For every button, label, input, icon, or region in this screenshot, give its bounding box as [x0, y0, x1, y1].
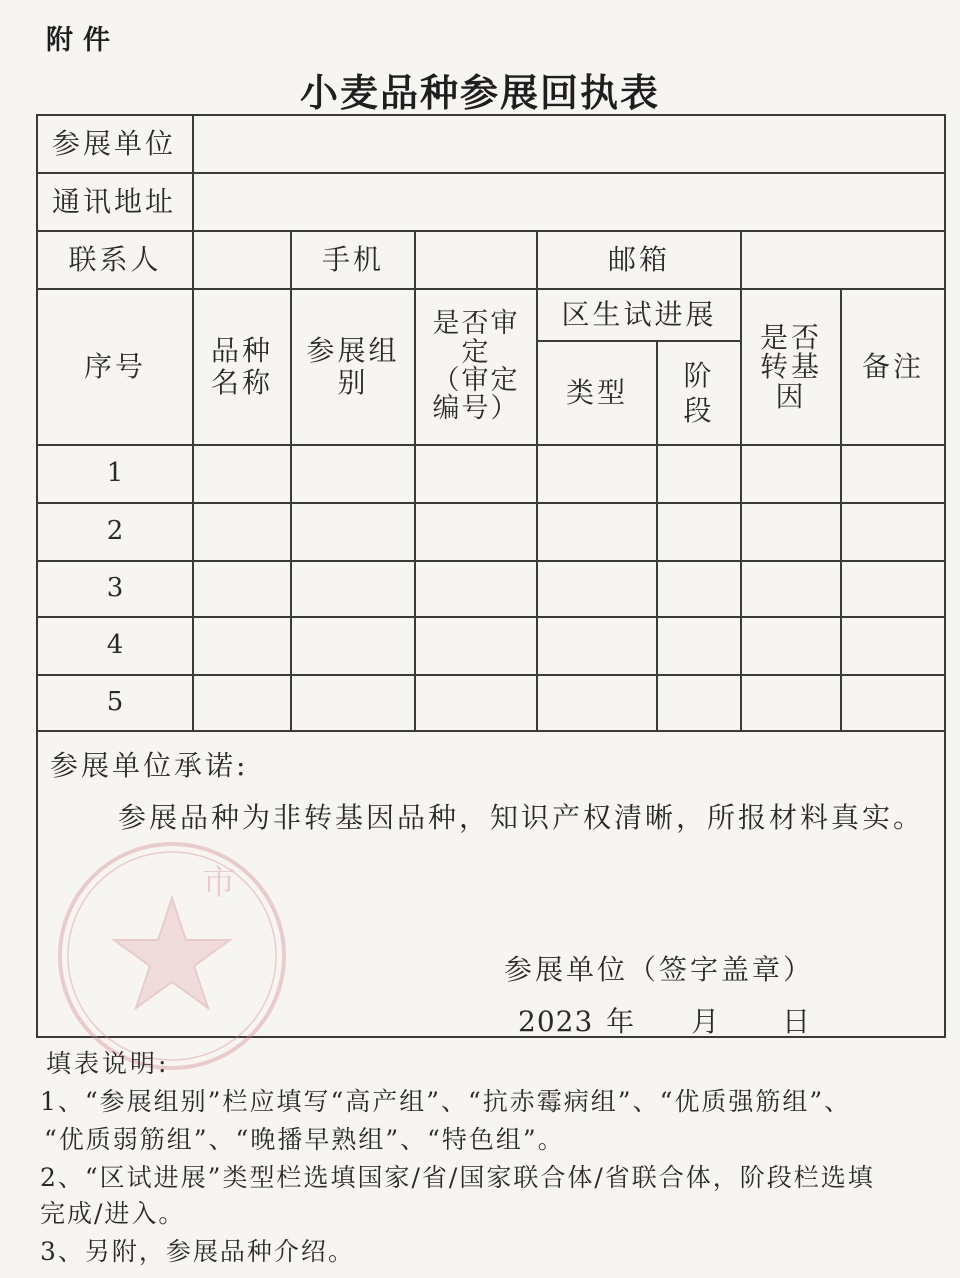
- note-line: “优质弱筋组”、“晚播早熟组”、“特色组”。: [44, 1125, 565, 1154]
- header-group: 参展组 别: [306, 333, 400, 399]
- row-seq: 5: [106, 687, 124, 718]
- row-seq: 4: [106, 630, 124, 661]
- date-month-unit: 月: [691, 1005, 720, 1038]
- header-trial-type: 类型: [565, 375, 628, 409]
- row-seq: 1: [106, 458, 124, 489]
- header-approved: 是否审 定 （审定 编号）: [432, 308, 520, 425]
- grid-line: [38, 730, 944, 732]
- note-line: 2、“区试进展”类型栏选填国家/省/国家联合体/省联合体，阶段栏选填: [40, 1163, 875, 1192]
- svg-text:市: 市: [202, 863, 236, 903]
- phone-label: 手机: [321, 242, 384, 276]
- row-seq: 3: [106, 573, 124, 604]
- header-remarks: 备注: [861, 349, 924, 383]
- unit-label: 参展单位: [52, 126, 177, 160]
- row-seq: 2: [106, 516, 124, 547]
- reply-form: [36, 114, 946, 1038]
- unit-field[interactable]: [194, 116, 944, 172]
- date-day-unit: 日: [782, 1005, 811, 1038]
- signer-label: 参展单位（签字盖章）: [504, 953, 815, 986]
- notes-title: 填表说明:: [46, 1049, 170, 1078]
- email-label: 邮箱: [607, 242, 670, 276]
- pledge-heading: 参展单位承诺:: [50, 749, 249, 782]
- contact-field[interactable]: [194, 232, 290, 288]
- header-variety-name: 品种 名称: [210, 333, 273, 399]
- header-gmo: 是否 转基 因: [759, 320, 822, 413]
- address-field[interactable]: [194, 174, 944, 230]
- seal-stamp-icon: [52, 836, 292, 1076]
- date-year-unit: 年: [606, 1005, 635, 1038]
- attachment-label: 附件: [46, 25, 120, 56]
- contact-label: 联系人: [68, 242, 162, 276]
- address-label: 通讯地址: [52, 184, 177, 218]
- note-line: 1、“参展组别”栏应填写“高产组”、“抗赤霉病组”、“优质强筋组”、: [40, 1087, 852, 1116]
- pledge-text: 参展品种为非转基因品种，知识产权清晰，所报材料真实。: [118, 801, 925, 834]
- header-trial-progress: 区生试进展: [561, 297, 717, 331]
- page-title: 小麦品种参展回执表: [299, 71, 660, 115]
- header-seq: 序号: [83, 349, 146, 383]
- phone-field[interactable]: [416, 232, 536, 288]
- note-line: 完成/进入。: [40, 1199, 186, 1228]
- date-year: 2023: [518, 1005, 594, 1038]
- header-trial-stage: 阶 段: [683, 359, 715, 427]
- note-line: 3、另附，参展品种介绍。: [40, 1237, 355, 1266]
- email-field[interactable]: [742, 232, 944, 288]
- date-row: [518, 1000, 810, 1040]
